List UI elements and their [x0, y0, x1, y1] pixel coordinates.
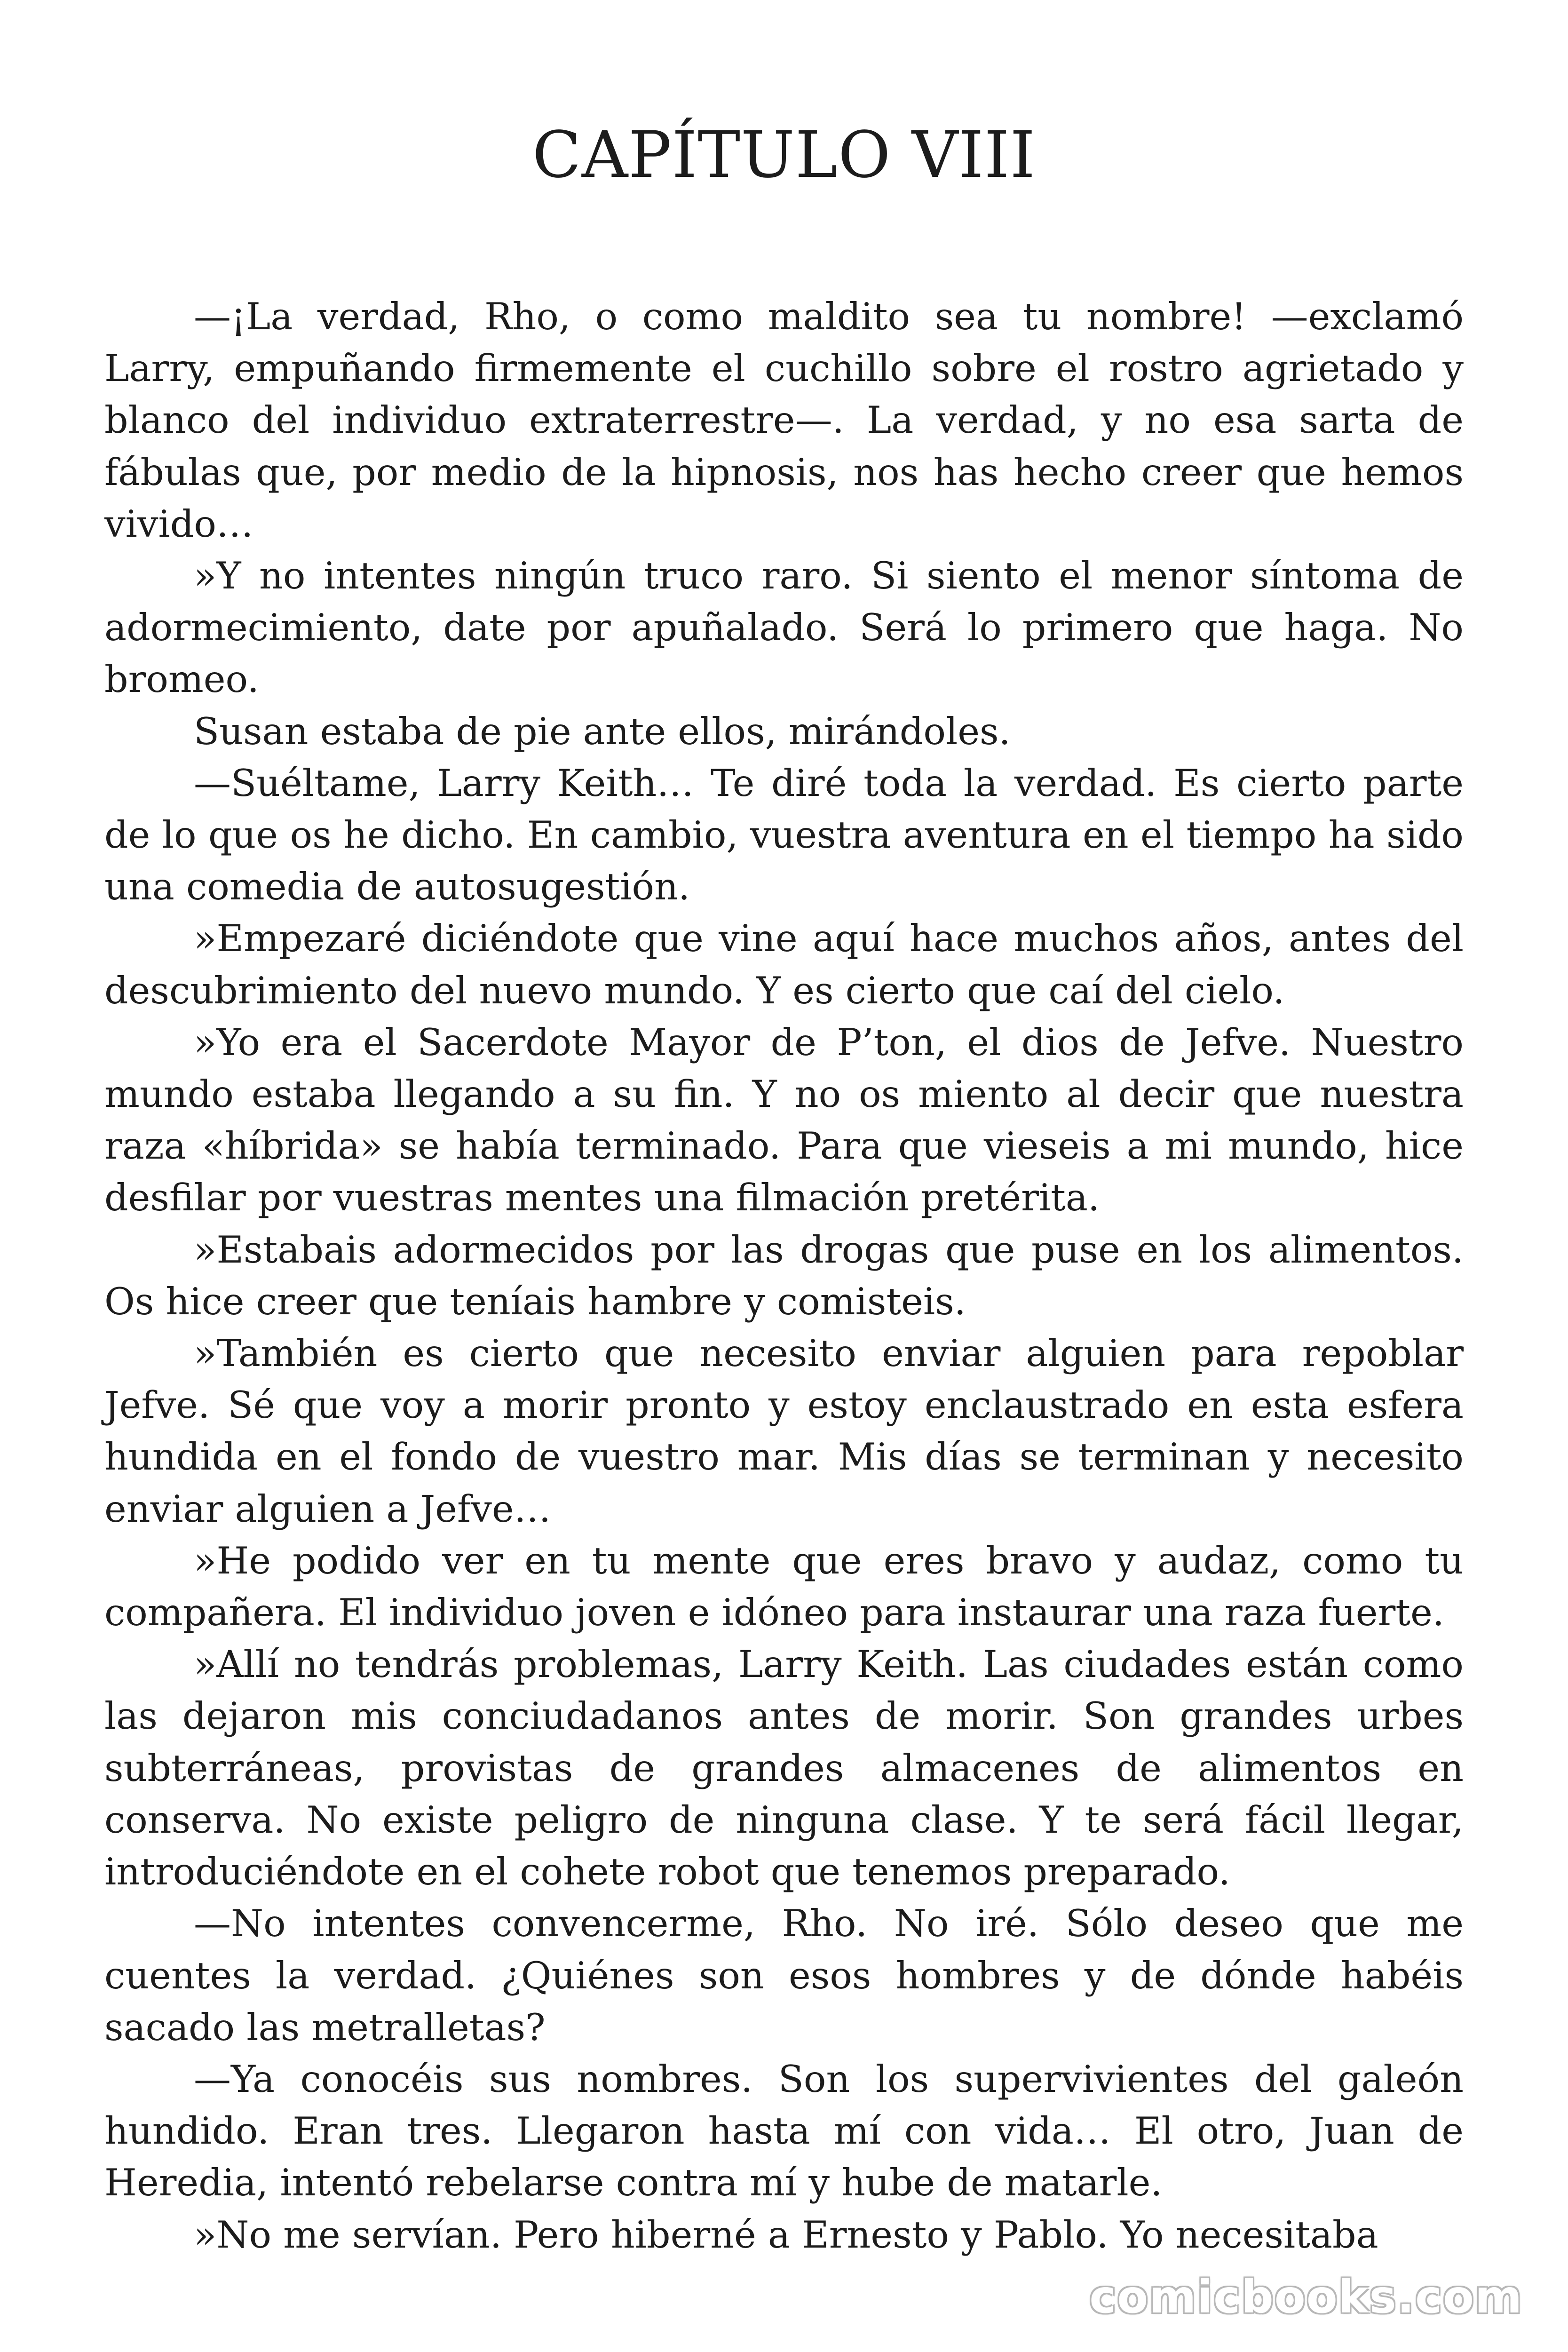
paragraph: »No me servían. Pero hiberné a Ernesto y Pablo. Yo necesitaba — [194, 2213, 1378, 2257]
site-watermark: comicbooks.com — [1085, 2266, 1528, 2328]
paragraph: Susan estaba de pie ante ellos, mirándoles. — [194, 709, 1011, 753]
chapter-title: CAPÍTULO VIII — [532, 118, 1036, 192]
paragraph: »Y no intentes ningún truco raro. Si siento el menor síntoma de adormecimiento, date por apuñalado. Será lo primero que haga. No bromeo. — [104, 554, 1464, 701]
paragraph: »He podido ver en tu mente que eres bravo y audaz, como tu compañera. El individuo joven e idóneo para instaurar una raza fuerte. — [104, 1539, 1464, 1635]
paragraph: »Allí no tendrás problemas, Larry Keith. Las ciudades están como las dejaron mis conciudadanos antes de morir. Son grandes urbes subterráneas, provistas de grandes almacenes de alimentos en conserva. No existe peligro de ninguna clase. Y te será fácil llegar, introduciéndote en el cohete robot que tenemos preparado. — [104, 1643, 1464, 1894]
paragraph: —¡La verdad, Rho, o como maldito sea tu nombre! —exclamó Larry, empuñando firmemente el cuchillo sobre el rostro agrietado y blanco del individuo extraterrestre—. La verdad, y no esa sarta de fábulas que, por medio de la hipnosis, nos has hecho creer que hemos vivido… — [104, 295, 1464, 546]
paragraph: »Yo era el Sacerdote Mayor de P’ton, el dios de Jefve. Nuestro mundo estaba llegando a su fin. Y no os miento al decir que nuestra raza «híbrida» se había terminado. Para que vieseis a mi mundo, hice desfilar por vuestras mentes una filmación pretérita. — [104, 1020, 1464, 1220]
paragraph: »Empezaré diciéndote que vine aquí hace muchos años, antes del descubrimiento del nuevo mundo. Y es cierto que caí del cielo. — [104, 917, 1464, 1012]
paragraph: —Ya conocéis sus nombres. Son los supervivientes del galeón hundido. Eran tres. Llegaron hasta mí con vida… El otro, Juan de Heredia, intentó rebelarse contra mí y hube de matarle. — [104, 2057, 1464, 2205]
paragraph: —No intentes convencerme, Rho. No iré. Sólo deseo que me cuentes la verdad. ¿Quiénes son esos hombres y de dónde habéis sacado las metralletas? — [104, 1902, 1464, 2049]
paragraph: »También es cierto que necesito enviar alguien para repoblar Jefve. Sé que voy a morir pronto y estoy enclaustrado en esta esfera hundida en el fondo de vuestro mar. Mis días se terminan y necesito enviar alguien a Jefve… — [104, 1332, 1464, 1531]
paragraph: —Suéltame, Larry Keith… Te diré toda la verdad. Es cierto parte de lo que os he dicho. En cambio, vuestra aventura en el tiempo ha sido una comedia de autosugestión. — [104, 761, 1464, 909]
paragraph: »Estabais adormecidos por las drogas que puse en los alimentos. Os hice creer que teníais hambre y comisteis. — [104, 1228, 1464, 1323]
chapter-body — [104, 291, 1464, 2261]
